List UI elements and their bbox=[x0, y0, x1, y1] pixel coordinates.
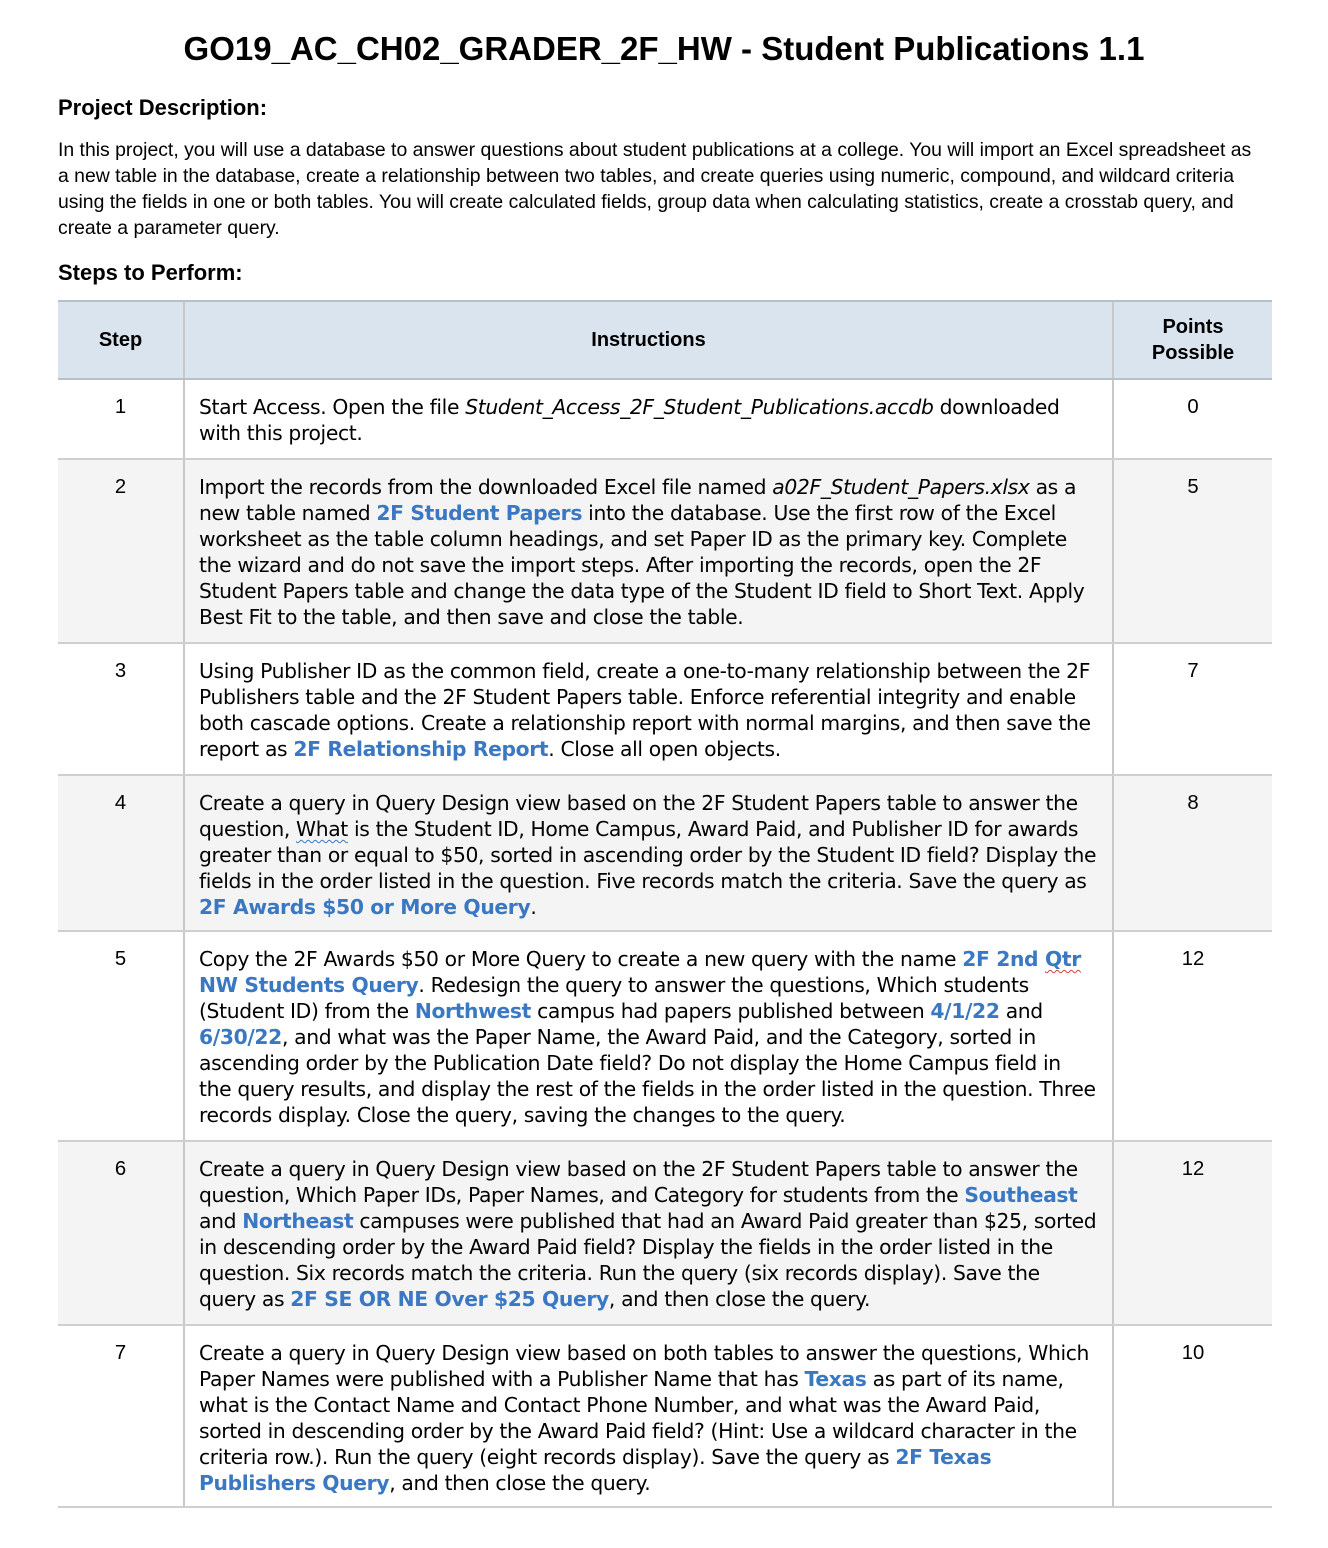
document-title: GO19_AC_CH02_GRADER_2F_HW - Student Publications 1.1 bbox=[183, 30, 1145, 67]
highlight-term: 2F Texas Publishers Query bbox=[199, 1445, 992, 1495]
project-description-heading: Project Description: bbox=[58, 95, 268, 120]
step-number: 6 bbox=[58, 1141, 184, 1325]
points-possible: 7 bbox=[1113, 643, 1272, 775]
steps-heading: Steps to Perform: bbox=[58, 260, 243, 285]
step-instructions: Copy the 2F Awards $50 or More Query to create a new query with the name 2F 2nd Qtr NW Students Query. Redesign the query to answer the questions, Which students (Student ID) from the Northwest campus had papers published between 4/1/22 and 6/30/22, and what was the Paper Name, the Award Paid, and the Category, sorted in ascending order by the Publication Date field? Do not display the Home Campus field in the query results, and display the rest of the fields in the order listed in the question. Three records display. Close the query, saving the changes to the query. bbox=[184, 931, 1113, 1141]
highlight-term: NW Students Query bbox=[199, 973, 419, 997]
highlight-term: Northwest bbox=[414, 999, 531, 1023]
points-possible: 12 bbox=[1113, 1141, 1272, 1325]
highlight-date: 4/1/22 bbox=[930, 999, 1000, 1023]
step-instructions: Create a query in Query Design view based on both tables to answer the questions, Which Paper Names were published with a Publisher Name that has Texas as part of its name, what is the Contact Name and Contact Phone Number, and what was the Award Paid, sorted in descending order by the Award Paid field? (Hint: Use a wildcard character in the criteria row.). Run the query (eight records display). Save the query as 2F Texas Publishers Query, and then close the query. bbox=[184, 1325, 1113, 1507]
table-header-row bbox=[58, 301, 1272, 379]
grammar-flag: What bbox=[296, 817, 348, 841]
points-possible: 8 bbox=[1113, 775, 1272, 931]
highlight-term: 2F SE OR NE Over $25 Query bbox=[290, 1287, 609, 1311]
points-possible: 10 bbox=[1113, 1325, 1272, 1507]
highlight-term: 2F Relationship Report bbox=[293, 737, 549, 761]
spelling-flag: Qtr bbox=[1044, 947, 1081, 971]
points-possible: 12 bbox=[1113, 931, 1272, 1141]
step-instructions: Create a query in Query Design view based on the 2F Student Papers table to answer the question, What is the Student ID, Home Campus, Award Paid, and Publisher ID for awards greater than or equal to $50, sorted in ascending order by the Student ID field? Display the fields in the order listed in the question. Five records match the criteria. Save the query as 2F Awards $50 or More Query. bbox=[184, 775, 1113, 931]
table-row bbox=[58, 1325, 1272, 1507]
step-number: 7 bbox=[58, 1325, 184, 1507]
table-row bbox=[58, 643, 1272, 775]
file-name: a02F_Student_Papers.xlsx bbox=[772, 475, 1030, 499]
points-column-header: Points Possible bbox=[1113, 301, 1272, 379]
points-possible: 0 bbox=[1113, 379, 1272, 459]
table-row bbox=[58, 931, 1272, 1141]
highlight-term: 2F Awards $50 or More Query bbox=[199, 895, 531, 919]
table-row bbox=[58, 775, 1272, 931]
step-instructions: Start Access. Open the file Student_Access_2F_Student_Publications.accdb downloaded with this project. bbox=[184, 379, 1113, 459]
highlight-term: Southeast bbox=[964, 1183, 1078, 1207]
instructions-column-header: Instructions bbox=[184, 301, 1113, 379]
highlight-term: Texas bbox=[804, 1367, 867, 1391]
step-number: 5 bbox=[58, 931, 184, 1141]
file-name: Student_Access_2F_Student_Publications.accdb bbox=[465, 395, 934, 419]
step-number: 3 bbox=[58, 643, 184, 775]
highlight-term: 2F Student Papers bbox=[376, 501, 583, 525]
step-column-header: Step bbox=[58, 301, 184, 379]
step-instructions: Using Publisher ID as the common field, create a one-to-many relationship between the 2F Publishers table and the 2F Student Papers table. Enforce referential integrity and enable both cascade options. Create a relationship report with normal margins, and then save the report as 2F Relationship Report. Close all open objects. bbox=[184, 643, 1113, 775]
step-instructions: Import the records from the downloaded Excel file named a02F_Student_Papers.xlsx as a new table named 2F Student Papers into the database. Use the first row of the Excel worksheet as the table column headings, and set Paper ID as the primary key. Complete the wizard and do not save the import steps. After importing the records, open the 2F Student Papers table and change the data type of the Student ID field to Short Text. Apply Best Fit to the table, and then save and close the table. bbox=[184, 459, 1113, 643]
table-row bbox=[58, 459, 1272, 643]
points-possible: 5 bbox=[1113, 459, 1272, 643]
project-description-text: In this project, you will use a database to answer questions about student publications at a college. You will import an Excel spreadsheet as a new table in the database, create a relationship between two tables, and create queries using numeric, compound, and wildcard criteria using the fields in one or both tables. You will create calculated fields, group data when calculating statistics, create a crosstab query, and create a parameter query. bbox=[58, 139, 1252, 239]
highlight-date: 6/30/22 bbox=[199, 1025, 282, 1049]
highlight-term: Northeast bbox=[242, 1209, 354, 1233]
table-row bbox=[58, 379, 1272, 459]
step-number: 1 bbox=[58, 379, 184, 459]
step-number: 2 bbox=[58, 459, 184, 643]
table-row bbox=[58, 1141, 1272, 1325]
step-instructions: Create a query in Query Design view based on the 2F Student Papers table to answer the question, Which Paper IDs, Paper Names, and Category for students from the Southeast and Northeast campuses were published that had an Award Paid greater than $25, sorted in descending order by the Award Paid field? Display the fields in the order listed in the question. Six records match the criteria. Run the query (six records display). Save the query as 2F SE OR NE Over $25 Query, and then close the query. bbox=[184, 1141, 1113, 1325]
steps-table bbox=[58, 300, 1272, 1508]
highlight-term: 2F 2nd bbox=[962, 947, 1045, 971]
step-number: 4 bbox=[58, 775, 184, 931]
